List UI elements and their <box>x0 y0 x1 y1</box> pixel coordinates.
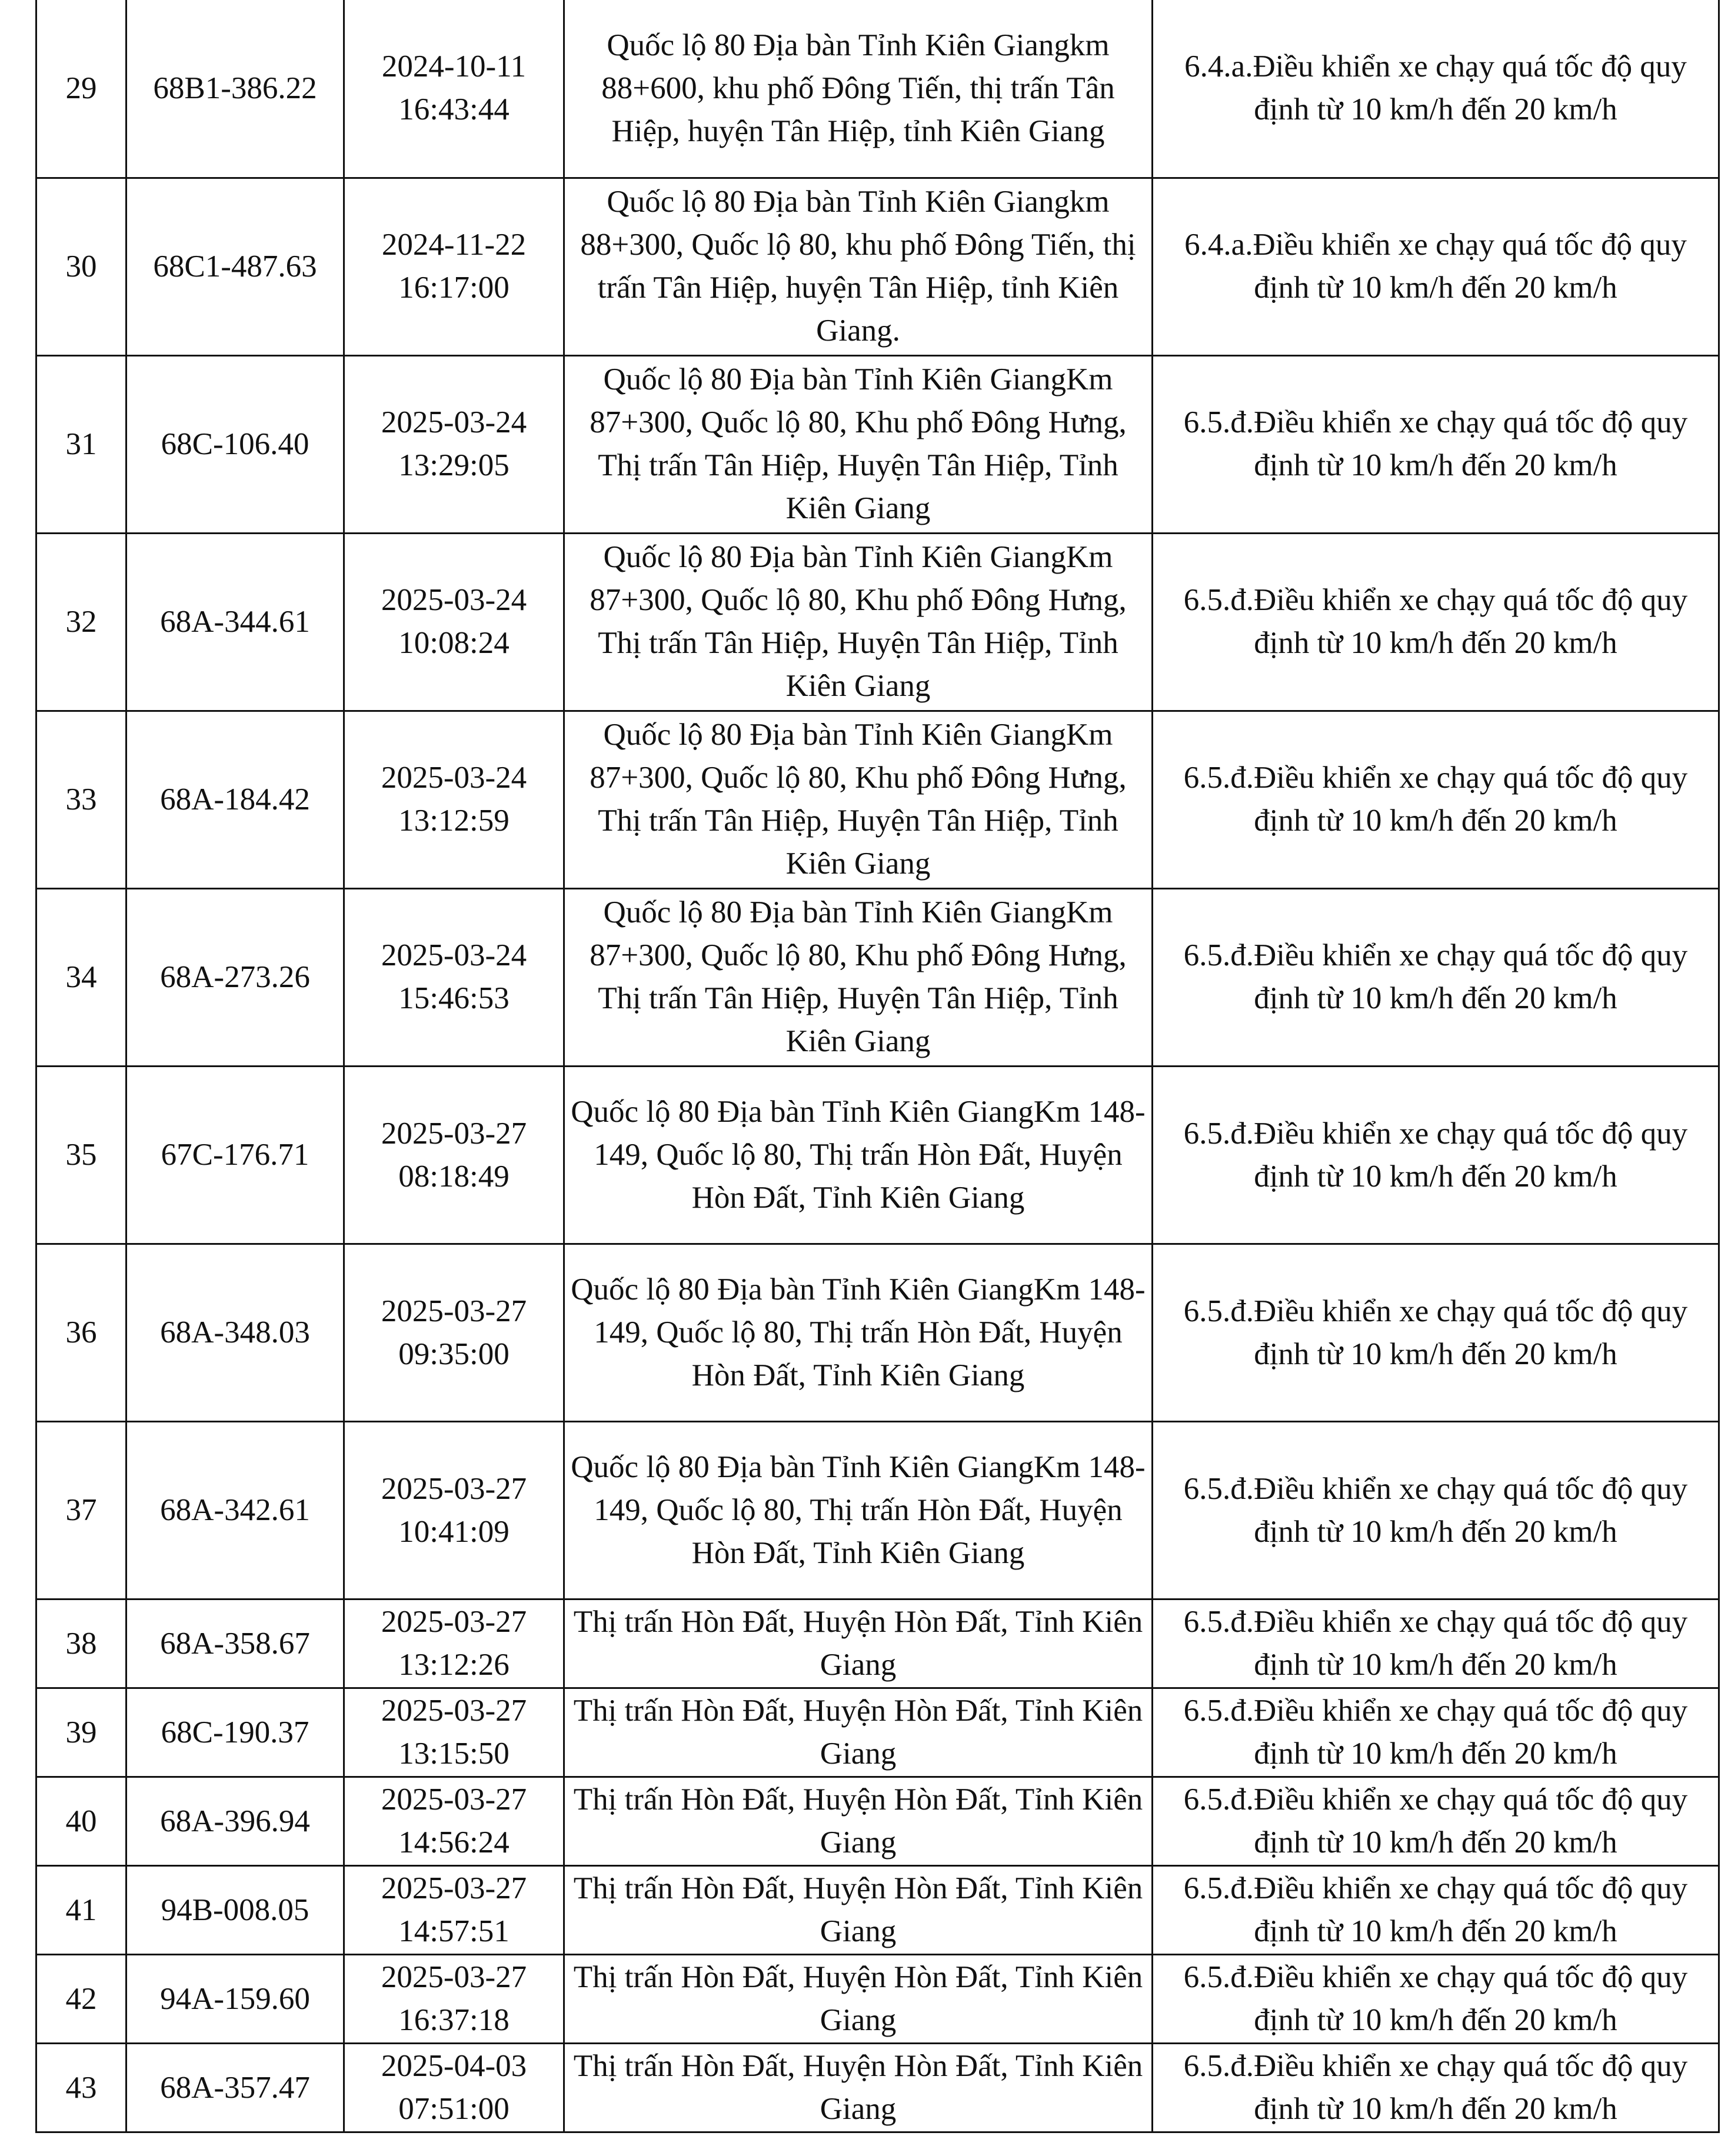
time-text: 14:56:24 <box>398 1825 510 1860</box>
violation-cell: 6.5.đ.Điều khiển xe chạy quá tốc độ quy định từ 10 km/h đến 20 km/h <box>1153 1067 1719 1244</box>
violation-cell: 6.5.đ.Điều khiển xe chạy quá tốc độ quy định từ 10 km/h đến 20 km/h <box>1153 1777 1719 1866</box>
datetime-cell <box>344 1688 564 1777</box>
date-text: 2025-03-27 <box>381 1605 527 1639</box>
location-cell: Thị trấn Hòn Đất, Huyện Hòn Đất, Tỉnh Kiên Giang <box>564 1866 1153 1955</box>
time-text: 16:17:00 <box>398 271 510 305</box>
location-cell: Thị trấn Hòn Đất, Huyện Hòn Đất, Tỉnh Kiên Giang <box>564 1955 1153 2044</box>
violation-cell: 6.5.đ.Điều khiển xe chạy quá tốc độ quy định từ 10 km/h đến 20 km/h <box>1153 711 1719 888</box>
table-row <box>36 0 1719 178</box>
row-number-cell: 33 <box>36 711 126 888</box>
datetime-cell <box>344 355 564 533</box>
license-plate-cell: 68C1-487.63 <box>126 178 344 355</box>
violation-cell: 6.5.đ.Điều khiển xe chạy quá tốc độ quy định từ 10 km/h đến 20 km/h <box>1153 1866 1719 1955</box>
time-text: 13:15:50 <box>398 1737 510 1771</box>
datetime-cell <box>344 2044 564 2132</box>
row-number-cell: 35 <box>36 1067 126 1244</box>
row-number-cell: 30 <box>36 178 126 355</box>
license-plate-cell: 68A-357.47 <box>126 2044 344 2132</box>
table-row <box>36 1777 1719 1866</box>
table-row <box>36 888 1719 1066</box>
datetime-cell <box>344 1599 564 1688</box>
time-text: 10:41:09 <box>398 1514 510 1549</box>
date-text: 2025-03-27 <box>381 1116 527 1151</box>
datetime-cell <box>344 1866 564 1955</box>
time-text: 15:46:53 <box>398 981 510 1015</box>
location-cell: Quốc lộ 80 Địa bàn Tỉnh Kiên GiangKm 148-149, Quốc lộ 80, Thị trấn Hòn Đất, Huyện Hòn Đất, Tỉnh Kiên Giang <box>564 1244 1153 1422</box>
license-plate-cell: 68C-106.40 <box>126 355 344 533</box>
violation-cell: 6.5.đ.Điều khiển xe chạy quá tốc độ quy định từ 10 km/h đến 20 km/h <box>1153 1599 1719 1688</box>
datetime-cell <box>344 533 564 711</box>
location-cell: Thị trấn Hòn Đất, Huyện Hòn Đất, Tỉnh Kiên Giang <box>564 1777 1153 1866</box>
datetime-cell <box>344 1067 564 1244</box>
table-row <box>36 1866 1719 1955</box>
datetime-cell <box>344 1422 564 1599</box>
violation-cell: 6.5.đ.Điều khiển xe chạy quá tốc độ quy định từ 10 km/h đến 20 km/h <box>1153 2044 1719 2132</box>
date-text: 2024-10-11 <box>381 49 527 84</box>
license-plate-cell: 67C-176.71 <box>126 1067 344 1244</box>
row-number-cell: 40 <box>36 1777 126 1866</box>
license-plate-cell: 68C-190.37 <box>126 1688 344 1777</box>
datetime-cell <box>344 178 564 355</box>
location-cell: Quốc lộ 80 Địa bàn Tỉnh Kiên GiangKm 148-149, Quốc lộ 80, Thị trấn Hòn Đất, Huyện Hòn Đất, Tỉnh Kiên Giang <box>564 1422 1153 1599</box>
time-text: 14:57:51 <box>398 1914 510 1948</box>
time-text: 09:35:00 <box>398 1337 510 1371</box>
table-row <box>36 1422 1719 1599</box>
table-body <box>36 0 1719 1066</box>
license-plate-cell: 68A-342.61 <box>126 1422 344 1599</box>
row-number-cell: 42 <box>36 1955 126 2044</box>
date-text: 2024-11-22 <box>381 228 527 262</box>
row-number-cell: 39 <box>36 1688 126 1777</box>
violation-cell: 6.5.đ.Điều khiển xe chạy quá tốc độ quy định từ 10 km/h đến 20 km/h <box>1153 1955 1719 2044</box>
location-cell: Quốc lộ 80 Địa bàn Tỉnh Kiên Giangkm 88+600, khu phố Đông Tiến, thị trấn Tân Hiệp, huyện Tân Hiệp, tỉnh Kiên Giang <box>564 0 1153 178</box>
violation-cell: 6.5.đ.Điều khiển xe chạy quá tốc độ quy định từ 10 km/h đến 20 km/h <box>1153 355 1719 533</box>
table-row <box>36 2044 1719 2132</box>
license-plate-cell: 68A-184.42 <box>126 711 344 888</box>
date-text: 2025-03-27 <box>381 1471 527 1506</box>
table-row <box>36 355 1719 533</box>
time-text: 13:12:26 <box>398 1648 510 1682</box>
time-text: 16:43:44 <box>398 92 510 127</box>
license-plate-cell: 68A-348.03 <box>126 1244 344 1422</box>
date-text: 2025-03-24 <box>381 761 527 795</box>
date-text: 2025-03-27 <box>381 1960 527 1994</box>
license-plate-cell: 68A-396.94 <box>126 1777 344 1866</box>
location-cell: Thị trấn Hòn Đất, Huyện Hòn Đất, Tỉnh Kiên Giang <box>564 1599 1153 1688</box>
date-text: 2025-03-24 <box>381 405 527 439</box>
violation-cell: 6.5.đ.Điều khiển xe chạy quá tốc độ quy định từ 10 km/h đến 20 km/h <box>1153 1244 1719 1422</box>
location-cell: Quốc lộ 80 Địa bàn Tỉnh Kiên GiangKm 87+300, Quốc lộ 80, Khu phố Đông Hưng, Thị trấn Tân Hiệp, Huyện Tân Hiệp, Tỉnh Kiên Giang <box>564 711 1153 888</box>
table-row <box>36 178 1719 355</box>
row-number-cell: 36 <box>36 1244 126 1422</box>
time-text: 13:12:59 <box>398 804 510 838</box>
date-text: 2025-03-27 <box>381 1694 527 1728</box>
location-cell: Quốc lộ 80 Địa bàn Tỉnh Kiên GiangKm 87+300, Quốc lộ 80, Khu phố Đông Hưng, Thị trấn Tân Hiệp, Huyện Tân Hiệp, Tỉnh Kiên Giang <box>564 355 1153 533</box>
datetime-cell <box>344 1777 564 1866</box>
violations-table-part-1 <box>35 0 1720 1067</box>
table-row <box>36 533 1719 711</box>
location-cell: Thị trấn Hòn Đất, Huyện Hòn Đất, Tỉnh Kiên Giang <box>564 1688 1153 1777</box>
location-cell: Quốc lộ 80 Địa bàn Tỉnh Kiên GiangKm 87+300, Quốc lộ 80, Khu phố Đông Hưng, Thị trấn Tân Hiệp, Huyện Tân Hiệp, Tỉnh Kiên Giang <box>564 533 1153 711</box>
time-text: 13:29:05 <box>398 448 510 482</box>
row-number-cell: 41 <box>36 1866 126 1955</box>
license-plate-cell: 94A-159.60 <box>126 1955 344 2044</box>
time-text: 07:51:00 <box>398 2092 510 2126</box>
violation-cell: 6.5.đ.Điều khiển xe chạy quá tốc độ quy định từ 10 km/h đến 20 km/h <box>1153 533 1719 711</box>
row-number-cell: 37 <box>36 1422 126 1599</box>
row-number-cell: 32 <box>36 533 126 711</box>
license-plate-cell: 68A-273.26 <box>126 888 344 1066</box>
location-cell: Thị trấn Hòn Đất, Huyện Hòn Đất, Tỉnh Kiên Giang <box>564 2044 1153 2132</box>
row-number-cell: 38 <box>36 1599 126 1688</box>
violation-cell: 6.4.a.Điều khiển xe chạy quá tốc độ quy định từ 10 km/h đến 20 km/h <box>1153 178 1719 355</box>
datetime-cell <box>344 1955 564 2044</box>
license-plate-cell: 68B1-386.22 <box>126 0 344 178</box>
table-row <box>36 1955 1719 2044</box>
violation-cell: 6.5.đ.Điều khiển xe chạy quá tốc độ quy định từ 10 km/h đến 20 km/h <box>1153 888 1719 1066</box>
violations-table-part-2 <box>35 1065 1720 2133</box>
license-plate-cell: 94B-008.05 <box>126 1866 344 1955</box>
date-text: 2025-03-27 <box>381 1871 527 1905</box>
violation-cell: 6.5.đ.Điều khiển xe chạy quá tốc độ quy định từ 10 km/h đến 20 km/h <box>1153 1688 1719 1777</box>
table-row <box>36 711 1719 888</box>
time-text: 16:37:18 <box>398 2003 510 2037</box>
row-number-cell: 31 <box>36 355 126 533</box>
time-text: 10:08:24 <box>398 626 510 660</box>
date-text: 2025-03-24 <box>381 583 527 617</box>
table-row <box>36 1067 1719 1244</box>
table-row <box>36 1244 1719 1422</box>
table-row <box>36 1599 1719 1688</box>
violation-cell: 6.5.đ.Điều khiển xe chạy quá tốc độ quy định từ 10 km/h đến 20 km/h <box>1153 1422 1719 1599</box>
date-text: 2025-04-03 <box>381 2049 527 2083</box>
license-plate-cell: 68A-358.67 <box>126 1599 344 1688</box>
location-cell: Quốc lộ 80 Địa bàn Tỉnh Kiên GiangKm 148-149, Quốc lộ 80, Thị trấn Hòn Đất, Huyện Hòn Đất, Tỉnh Kiên Giang <box>564 1067 1153 1244</box>
datetime-cell <box>344 711 564 888</box>
time-text: 08:18:49 <box>398 1159 510 1194</box>
table-body <box>36 1067 1719 2132</box>
license-plate-cell: 68A-344.61 <box>126 533 344 711</box>
violation-cell: 6.4.a.Điều khiển xe chạy quá tốc độ quy định từ 10 km/h đến 20 km/h <box>1153 0 1719 178</box>
date-text: 2025-03-24 <box>381 938 527 972</box>
date-text: 2025-03-27 <box>381 1294 527 1328</box>
row-number-cell: 43 <box>36 2044 126 2132</box>
date-text: 2025-03-27 <box>381 1782 527 1817</box>
row-number-cell: 34 <box>36 888 126 1066</box>
location-cell: Quốc lộ 80 Địa bàn Tỉnh Kiên Giangkm 88+300, Quốc lộ 80, khu phố Đông Tiến, thị trấn Tân Hiệp, huyện Tân Hiệp, tỉnh Kiên Giang. <box>564 178 1153 355</box>
row-number-cell: 29 <box>36 0 126 178</box>
datetime-cell <box>344 0 564 178</box>
datetime-cell <box>344 1244 564 1422</box>
location-cell: Quốc lộ 80 Địa bàn Tỉnh Kiên GiangKm 87+300, Quốc lộ 80, Khu phố Đông Hưng, Thị trấn Tân Hiệp, Huyện Tân Hiệp, Tỉnh Kiên Giang <box>564 888 1153 1066</box>
table-row <box>36 1688 1719 1777</box>
datetime-cell <box>344 888 564 1066</box>
